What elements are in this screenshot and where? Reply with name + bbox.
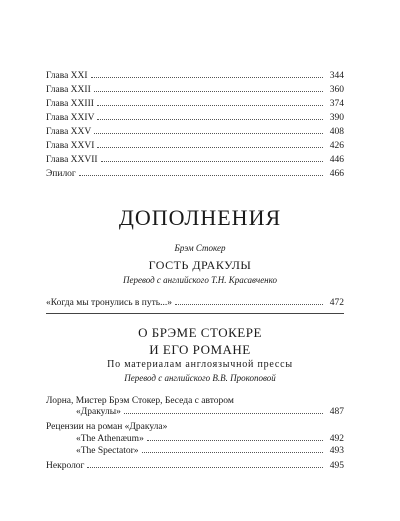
leader-dots [79,175,323,176]
author-name: Брэм Стокер [174,243,226,253]
toc-label: Глава XXVI [46,141,95,151]
toc-label: «Когда мы тронулись в путь...» [46,298,172,308]
work-title: ГОСТЬ ДРАКУЛЫ [148,258,252,272]
toc-row [46,433,344,445]
leader-dots [87,467,323,468]
toc-label: Лорна, Мистер Брэм Стокер, Беседа с автором [46,396,234,406]
section-divider [46,313,344,314]
leader-dots [124,413,323,414]
toc-page-number: 426 [329,141,344,151]
toc-page-number: 360 [329,85,344,95]
toc-page-number: 344 [329,71,344,81]
toc-label: Глава XXVII [46,155,98,165]
toc-row [46,70,344,82]
toc-row [46,406,344,418]
toc-label: Рецензии на роман «Дракула» [46,422,168,432]
leader-dots [97,147,323,148]
leader-dots [147,440,323,441]
leader-dots [101,161,323,162]
leader-dots [97,119,323,120]
toc-label: Глава XXII [46,85,91,95]
toc-label: Глава XXI [46,71,88,81]
toc-label: «The Spectator» [76,446,139,456]
translator-credit: Перевод с английского В.В. Прокоповой [124,373,276,383]
leader-dots [175,304,323,305]
toc-page-number: 487 [329,407,344,417]
toc-page-number: 446 [329,155,344,165]
toc-page-number: 492 [329,434,344,444]
toc-row [46,297,344,309]
toc-page-number: 408 [329,127,344,137]
toc-row [46,98,344,110]
toc-label: «The Athenæum» [76,434,144,444]
toc-label-continuation: «Дракулы» [76,407,121,417]
leader-dots [91,77,323,78]
toc-row [46,126,344,138]
toc-page-number: 374 [329,99,344,109]
toc-label: Некролог [46,461,85,471]
toc-row [46,154,344,166]
toc-page-number: 390 [329,113,344,123]
toc-row [46,84,344,96]
toc-page-number: 466 [329,169,344,179]
toc-row [46,112,344,124]
toc-row [46,140,344,152]
toc-page-number: 472 [329,298,344,308]
leader-dots [94,133,323,134]
toc-label: Глава XXV [46,127,92,137]
leader-dots [97,105,323,106]
toc-row [46,445,344,457]
toc-label: Глава XXIV [46,113,95,123]
about-title-line1: О БРЭМЕ СТОКЕРЕ [138,325,262,340]
toc-page-number: 495 [329,461,344,471]
toc-page-number: 493 [329,446,344,456]
translator-credit: Перевод с английского Т.Н. Красавченко [122,275,278,285]
about-title-line2: И ЕГО РОМАНЕ [149,342,251,357]
section-title: ДОПОЛНЕНИЯ [118,205,282,230]
leader-dots [94,91,323,92]
leader-dots [142,452,323,453]
toc-label: Эпилог [46,169,76,179]
toc-row [46,168,344,180]
about-subtitle: По материалам англоязычной прессы [107,359,293,370]
toc-label: Глава XXIII [46,99,94,109]
toc-row [46,460,344,472]
toc-row [46,421,344,433]
